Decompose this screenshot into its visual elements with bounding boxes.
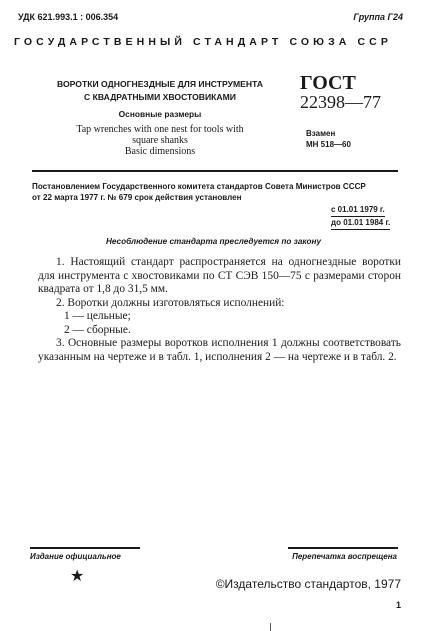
paragraph-1: 1. Настоящий стандарт распространяется на одногнездные воротки для инструмента с хвостовиками по СТ СЭВ 150—75 с размерами сторон квадрата от 1,8 до 31,5 мм. (38, 256, 401, 295)
legal-notice: Несоблюдение стандарта преследуется по закону (105, 237, 322, 246)
bottom-tick-mark (270, 623, 271, 631)
reprint-prohibited-label: Перепечатка воспрещена (292, 552, 397, 561)
star-icon: ★ (70, 568, 85, 585)
replaces-value: МН 518—60 (306, 140, 351, 149)
list-item-2: 2 — сборные. (64, 323, 131, 336)
decree-line1: Постановлением Государственного комитета стандартов Совета Министров СССР (32, 182, 366, 191)
title-en-line3: Basic dimensions (124, 146, 196, 157)
standard-header: ГОСУДАРСТВЕННЫЙ СТАНДАРТ СОЮЗА ССР (14, 36, 392, 48)
official-edition-label: Издание официальное (30, 552, 121, 561)
header-divider (32, 170, 398, 172)
gost-label: ГОСТ (300, 72, 356, 94)
title-en-line1: Tap wrenches with one nest for tools with (76, 124, 244, 135)
paragraph-3: 3. Основные размеры воротков исполнения 1 должны соответствовать указанным на чертеже и в табл. 1, исполнения 2 — на чертеже и в табл. 2. (38, 337, 401, 363)
replaces-block (306, 128, 351, 150)
udk-code: УДК 621.993.1 : 006.354 (18, 12, 119, 22)
decree-text (32, 181, 398, 203)
footer-rule-right (288, 547, 398, 549)
footer-rule-left (30, 547, 140, 549)
replaces-label: Взамен (306, 129, 336, 138)
gost-number: 22398—77 (300, 92, 381, 112)
body-text (38, 256, 401, 364)
valid-from: с 01.01 1979 г. (331, 204, 385, 217)
title-en-line2: square shanks (132, 135, 188, 146)
title-block (40, 78, 280, 157)
title-ru-line1: ВОРОТКИ ОДНОГНЕЗДНЫЕ ДЛЯ ИНСТРУМЕНТА (57, 79, 263, 89)
copyright: ©Издательство стандартов, 1977 (215, 577, 401, 591)
validity-period (331, 204, 390, 230)
title-ru-subtitle: Основные размеры (118, 109, 202, 119)
decree-line2: от 22 марта 1977 г. № 679 срок действия установлен (32, 193, 242, 202)
valid-to: до 01.01 1984 г. (331, 217, 390, 230)
list-item-1: 1 — цельные; (64, 310, 131, 322)
group-label: Группа Г24 (353, 12, 403, 22)
title-ru-line2: С КВАДРАТНЫМИ ХВОСТОВИКАМИ (84, 92, 236, 102)
paragraph-2: 2. Воротки должны изготовляться исполнений: (56, 296, 285, 309)
page-number: 1 (395, 600, 401, 610)
